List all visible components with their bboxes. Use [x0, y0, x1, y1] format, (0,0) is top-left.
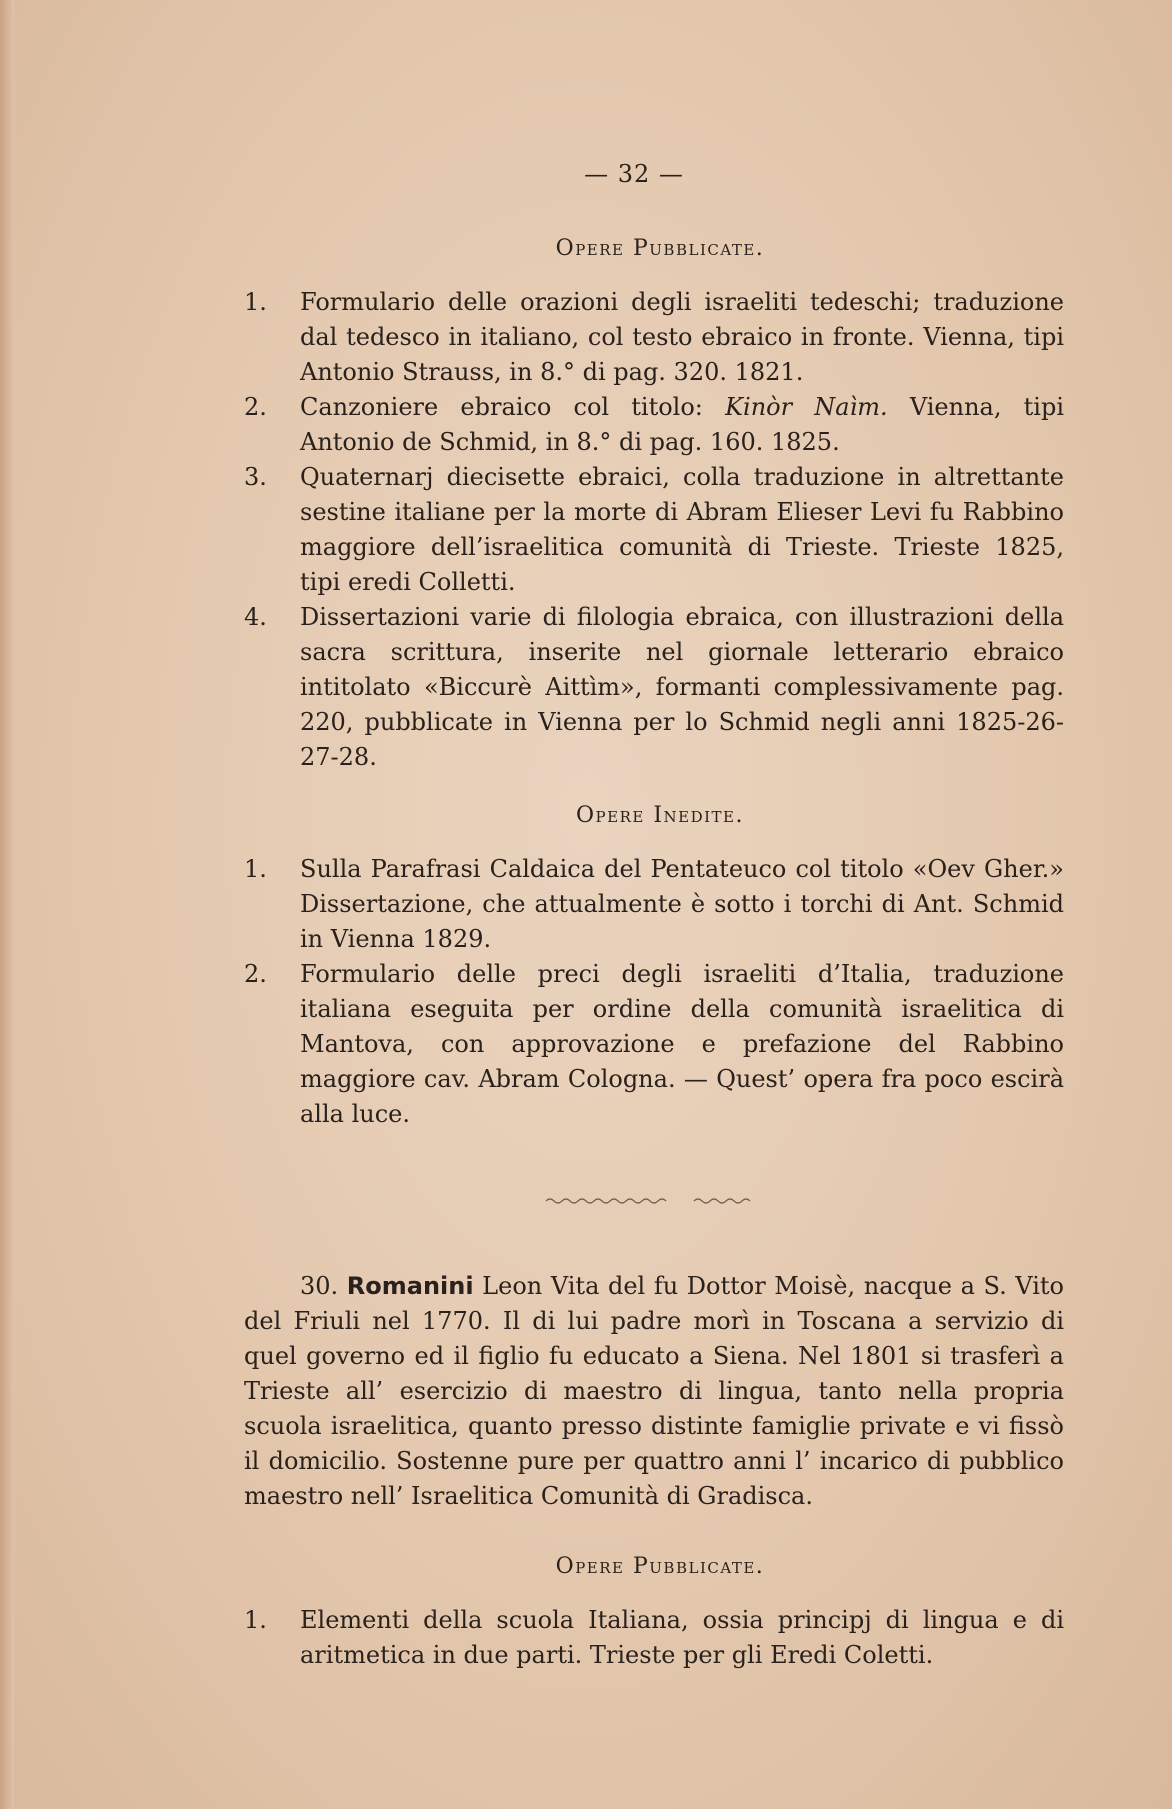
page-number: — 32 — — [584, 160, 684, 188]
item-text: Formulario delle orazioni degli israeliti tedeschi; traduzione dal tedesco in italiano, col testo ebraico in fronte. Vienna, tipi Antonio Strauss, in 8.° di pag. 320. 1821. — [300, 288, 1064, 386]
item-number: 2. — [244, 393, 267, 421]
list-item — [244, 285, 1064, 390]
list-item — [244, 390, 1064, 460]
item-text: Vienna, tipi Antonio de Schmid, in 8.° di pag. 160. 1825. — [300, 393, 1065, 456]
item-text: Quaternarj diecisette ebraici, colla traduzione in altrettante sestine italiane per la morte di Abram Elieser Levi fu Rabbino maggiore dell’israelitica comunità di Trieste. Trieste 1825, tipi eredi Colletti. — [300, 463, 1064, 596]
unpublished-works-list — [244, 852, 1064, 1132]
item-number: 1. — [244, 288, 267, 316]
item-text: Dissertazioni varie di filologia ebraica, con illustrazioni della sacra scrittura, inserite nel giornale letterario ebraico intitolato «Biccurè Aittìm», formanti complessivamente pag. 220, pubblicate in Vienna per lo Schmid negli anni 1825-26-27-28. — [300, 603, 1064, 771]
item-text: Canzoniere ebraico col titolo: — [300, 393, 726, 421]
section-heading-published: Opere Pubblicate. — [555, 236, 765, 261]
item-number: 1. — [244, 855, 267, 883]
item-text: Sulla Parafrasi Caldaica del Pentateuco col titolo «Oev Gher.» Dissertazione, che attualmente è sotto i torchi di Ant. Schmid in Vienna 1829. — [300, 855, 1064, 953]
list-item — [244, 600, 1064, 775]
wave-ornament-icon — [544, 1195, 764, 1207]
item-number: 1. — [244, 1606, 267, 1634]
item-title-italic: Kinòr Naìm. — [725, 393, 888, 421]
published-works-list — [244, 285, 1064, 775]
list-item — [244, 957, 1064, 1132]
section-heading-published-2: Opere Pubblicate. — [555, 1554, 765, 1579]
item-number: 2. — [244, 960, 267, 988]
item-text: Formulario delle preci degli israeliti d’Italia, traduzione italiana eseguita per ordine della comunità israelitica di Mantova, con approvazione e prefazione del Rabbino maggiore cav. Abram Cologna. — Quest’ opera fra poco escirà alla luce. — [300, 960, 1064, 1128]
entry-number: 30. — [300, 1272, 339, 1300]
item-number: 4. — [244, 603, 267, 631]
entry-name: Romanini — [346, 1272, 474, 1300]
published-works-list-2 — [244, 1603, 1064, 1673]
list-item — [244, 1603, 1064, 1673]
page-content — [244, 160, 1064, 1701]
ornamental-divider — [244, 1192, 1064, 1211]
list-item — [244, 852, 1064, 957]
biography-paragraph — [244, 1269, 1064, 1514]
list-item — [244, 460, 1064, 600]
item-number: 3. — [244, 463, 267, 491]
page-edge — [0, 0, 14, 1809]
biography-text: Leon Vita del fu Dottor Moisè, nacque a S. Vito del Friuli nel 1770. Il di lui padre morì in Toscana a servizio di quel governo ed il figlio fu educato a Siena. Nel 1801 si trasferì a Trieste all’ esercizio di maestro di lingua, tanto nella propria scuola israelitica, quanto presso distinte famiglie private e vi fissò il domicilio. Sostenne pure per quattro anni l’ incarico di pubblico maestro nell’ Israelitica Comunità di Gradisca. — [244, 1272, 1064, 1510]
item-text: Elementi della scuola Italiana, ossia principj di lingua e di aritmetica in due parti. Trieste per gli Eredi Coletti. — [300, 1606, 1064, 1669]
section-heading-unpublished: Opere Inedite. — [576, 803, 744, 828]
